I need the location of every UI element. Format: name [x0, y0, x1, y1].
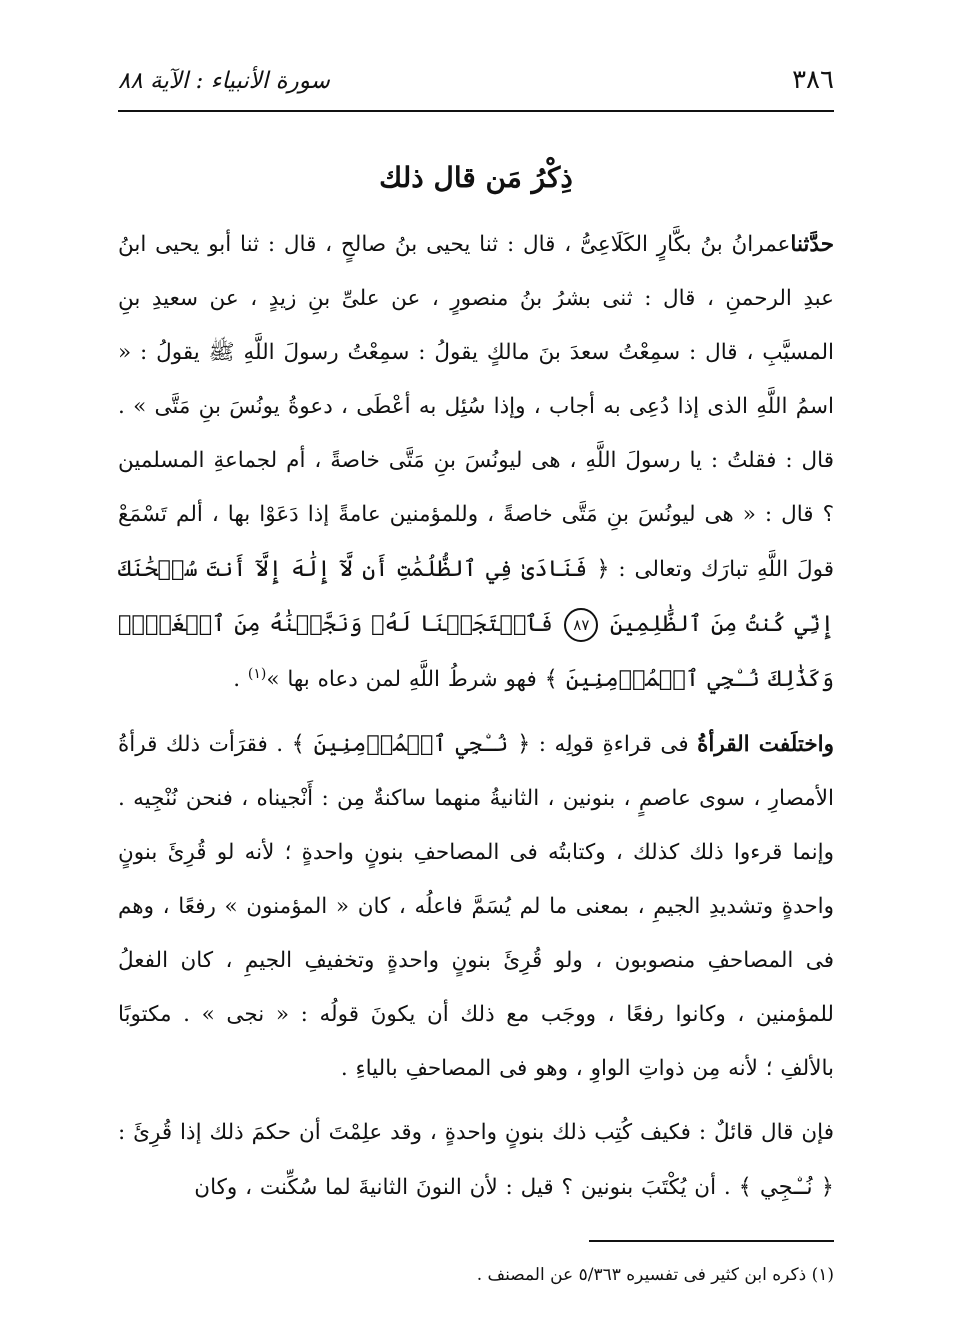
- section-title: ذِكْرُ مَن قال ذلك: [379, 161, 573, 194]
- header-rule: [118, 110, 834, 112]
- paragraph-question: [118, 1106, 834, 1215]
- quran-quote: ﴿ نُـۨجِي ﴾: [738, 1174, 834, 1200]
- paragraph-lead: واختلَفت القرأةُ: [697, 732, 835, 757]
- paragraph-end: .: [233, 667, 248, 692]
- paragraph-text: عمرانُ بنُ بكَّارٍ الكَلَاعِىُّ ، قال : ثنا يحيى بنُ صالحٍ ، قال : ثنا أبو يحيى ابنُ عبدِ الرحمنِ ، قال : ثنى بشرُ بنُ منصورٍ ، عن علىِّ بنِ زيدٍ ، عن سعيدِ بنِ المسيَّبِ ، قال : سمِعْتُ سعدَ بنَ مالكٍ يقولُ : سمِعْتُ رسولَ اللَّهِ ﷺ يقولُ : « اسمُ اللَّهِ الذى إذا دُعِى به أجاب ، وإذا سُئِل به أعْطَى ، دعوةُ يونُسَ بنِ مَتَّى » . قال : فقلتُ : يا رسولَ اللَّهِ ، هى ليونُسَ بنِ مَتَّى خاصةً ، أم لجماعةِ المسلمين ؟ قال : « هى ليونُسَ بنِ مَتَّى خاصةً ، وللمؤمنين عامةً إذا دَعَوْا بها ، ألم تَسْمَعْ قولَ اللَّهِ تبارَك وتعالى :: [118, 232, 834, 582]
- paragraph-lead: حدَّثنا: [790, 232, 834, 257]
- footnote-reference: (١): [247, 665, 267, 682]
- paragraph-text: فإن قال قائلٌ : فكيف كُتِب ذلك بنونٍ واحدةٍ ، وقد علِمْتَ أن حكمَ ذلك إذا قُرِئَ :: [118, 1120, 834, 1145]
- paragraph-text: فهو شرطُ اللَّهِ لمن دعاه بها »: [266, 667, 537, 692]
- running-head: [118, 60, 834, 104]
- page-number: ٣٨٦: [792, 65, 834, 95]
- paragraph-text: فى قراءةِ قولِه :: [538, 732, 689, 757]
- quran-verse: ﴿ فَنَادَىٰ فِي ٱلظُّلُمَٰتِ أَن لَّآ إِلَٰهَ إِلَّآ أَنتَ سُبۡحَٰنَكَ إِنِّي كُنتُ مِنَ ٱلظَّٰلِمِينَ: [118, 556, 834, 637]
- quran-verse-continued: فَٱسۡتَجَبۡنَا لَهُۥ وَنَجَّيۡنَٰهُ مِنَ ٱلۡغَمِّۚ وَكَذَٰلِكَ نُـۨجِي ٱلۡمُؤۡمِنِينَ ﴾: [118, 611, 834, 692]
- footnote: (١) ذكره ابن كثير فى تفسيره ٥/٣٦٣ عن المصنف .: [476, 1265, 834, 1285]
- paragraph-text: . فقرَأت ذلك قرأةُ الأمصارِ ، سوى عاصمٍ ، بنونين ، الثانيةُ منهما ساكنةٌ مِن : أَنْجيناه ، فنحن نُنْجِيه . وإنما قرءوا ذلك كذلك ، وكتابتُه فى المصاحفِ بنونٍ واحدةٍ ؛ لأنه لو قُرِئَ بنونٍ واحدةٍ وتشديدِ الجيمِ ، بمعنى ما لم يُسَمَّ فاعلُه ، كان « المؤمنون » رفعًا ، وهم فى المصاحفِ منصوبون ، ولو قُرِئَ بنونٍ واحدةٍ وتخفيفِ الجيمِ ، كان الفعلُ للمؤمنين ، وكانوا رفعًا ، ووجَب مع ذلك أن يكونَ قولُه : « نجى » . مكتوبًا بالألفِ ؛ لأنه مِن ذواتِ الواوِ ، وهو فى المصاحفِ بالياءِ .: [118, 732, 834, 1081]
- footnote-rule: [589, 1240, 834, 1242]
- paragraph-hadith: [118, 218, 834, 707]
- quran-quote: ﴿ نُـۨجِي ٱلۡمُؤۡمِنِينَ ﴾: [291, 731, 531, 757]
- ayah-number-marker: ٨٧: [564, 608, 598, 642]
- paragraph-text: . أن يُكْتَبَ بنونين ؟ قيل : لأن النونَ الثانيةَ لما سُكِّنت ، وكان: [194, 1175, 731, 1200]
- running-title: سورة الأنبياء : الآية ٨٨: [118, 68, 330, 94]
- paragraph-readings: [118, 717, 834, 1096]
